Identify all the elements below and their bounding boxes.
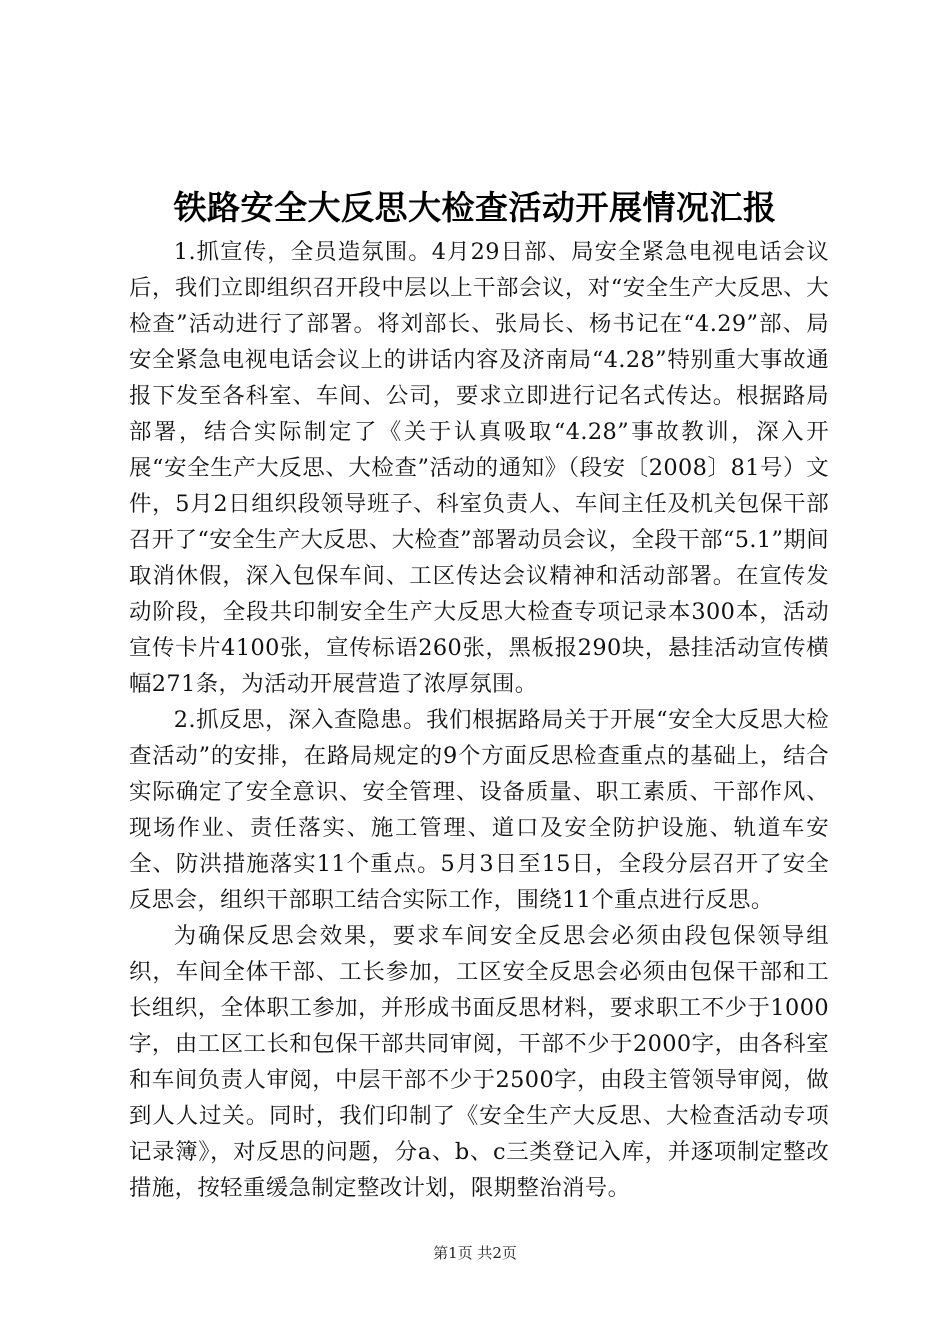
document-title: 铁路安全大反思大检查活动开展情况汇报: [173, 188, 777, 227]
paragraph-reflection-meetings: 为确保反思会效果，要求车间安全反思会必须由段包保领导组织，车间全体干部、工长参加，工区安全反思会必须由包保干部和工长组织，全体职工参加，并形成书面反思材料，要求职工不少于1000字，由工区工长和包保干部共同审阅，干部不少于2000字，由各科室和车间负责人审阅，中层干部不少于2500字，由段主管领导审阅，做到人人过关。同时，我们印制了《安全生产大反思、大检查活动专项记录簿》，对反思的问题，分a、b、c三类登记入库，并逐项制定整改措施，按轻重缓急制定整改计划，限期整治消号。: [129, 923, 829, 1201]
document-body: [129, 234, 829, 1206]
page-footer: 第1页 共2页: [433, 1244, 517, 1262]
paragraph-publicity: 1.抓宣传，全员造氛围。4月29日部、局安全紧急电视电话会议后，我们立即组织召开段中层以上干部会议，对“安全生产大反思、大检查”活动进行了部署。将刘部长、张局长、杨书记在“4.29”部、局安全紧急电视电话会议上的讲话内容及济南局“4.28”特别重大事故通报下发至各科室、车间、公司，要求立即进行记名式传达。根据路局部署，结合实际制定了《关于认真吸取“4.28”事故教训，深入开展“安全生产大反思、大检查”活动的通知》（段安〔2008〕81号）文件，5月2日组织段领导班子、科室负责人、车间主任及机关包保干部召开了“安全生产大反思、大检查”部署动员会议，全段干部“5.1”期间取消休假，深入包保车间、工区传达会议精神和活动部署。在宣传发动阶段，全段共印制安全生产大反思大检查专项记录本300本，活动宣传卡片4100张，宣传标语260张，黑板报290块，悬挂活动宣传横幅271条，为活动开展营造了浓厚氛围。: [129, 239, 829, 697]
paragraph-reflection: 2.抓反思，深入查隐患。我们根据路局关于开展“安全大反思大检查活动”的安排，在路局规定的9个方面反思检查重点的基础上，结合实际确定了安全意识、安全管理、设备质量、职工素质、干部作风、现场作业、责任落实、施工管理、道口及安全防护设施、轨道车安全、防洪措施落实11个重点。5月3日至15日，全段分层召开了安全反思会，组织干部职工结合实际工作，围绕11个重点进行反思。: [129, 707, 829, 913]
